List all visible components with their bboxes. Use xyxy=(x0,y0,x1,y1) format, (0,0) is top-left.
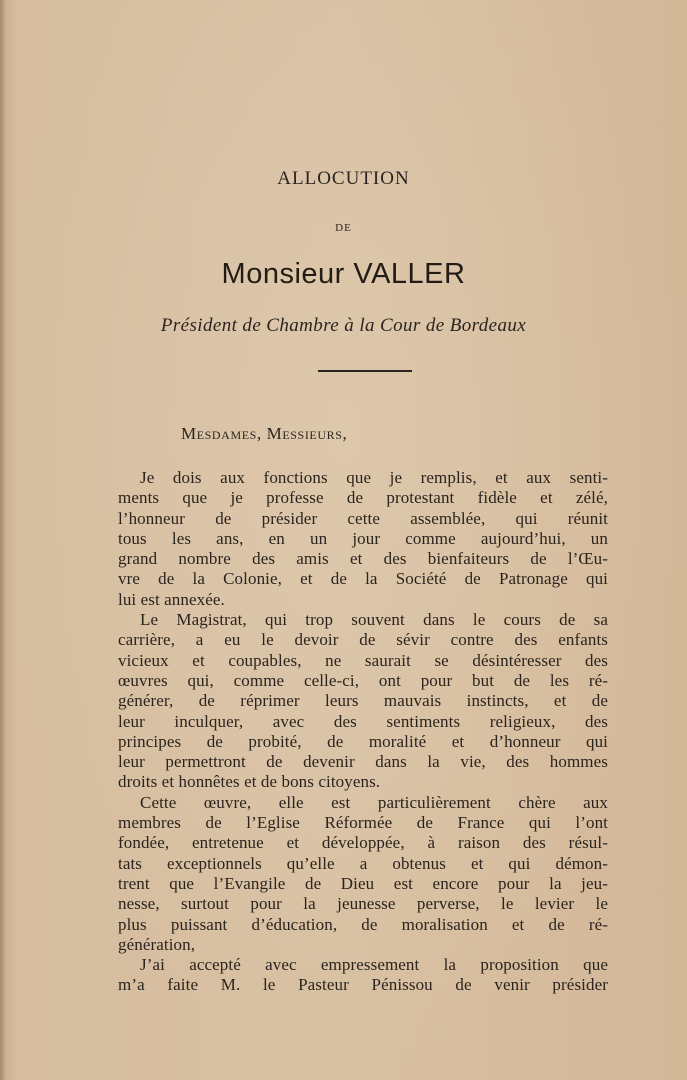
text-line: trent que l’Evangile de Dieu est encore pour la jeu- xyxy=(118,873,608,893)
text-line: leur inculquer, avec des sentiments religieux, des xyxy=(118,711,608,731)
salutation: Mesdames, Messieurs, xyxy=(181,424,348,443)
text-line: m’a faite M. le Pasteur Pénissou de venir présider xyxy=(118,975,608,995)
heading-allocution: ALLOCUTION xyxy=(277,168,410,189)
text-line: lui est annexée. xyxy=(118,589,225,609)
text-line: Cette œuvre, elle est particulièrement chère aux xyxy=(140,792,608,812)
text-line: vicieux et coupables, ne saurait se désintéresser des xyxy=(118,650,608,670)
text-line: principes de probité, de moralité et d’honneur qui xyxy=(118,731,608,751)
body-text xyxy=(118,468,608,996)
text-line: grand nombre des amis et des bienfaiteurs de l’Œu- xyxy=(118,549,608,569)
text-line: œuvres qui, comme celle-ci, ont pour but de les ré- xyxy=(118,670,608,690)
text-line: leur permettront de devenir dans la vie, des hommes xyxy=(118,752,608,772)
text-line: Le Magistrat, qui trop souvent dans le cours de sa xyxy=(140,610,608,630)
heading-subtitle: Président de Chambre à la Cour de Bordeaux xyxy=(160,315,527,336)
text-line: nesse, surtout pour la jeunesse perverse, le levier le xyxy=(118,894,608,914)
text-line: ments que je professe de protestant fidèle et zélé, xyxy=(118,488,608,508)
text-line: tats exceptionnels qu’elle a obtenus et qui démon- xyxy=(118,853,608,873)
text-line: membres de l’Eglise Réformée de France qui l’ont xyxy=(118,813,608,833)
heading-de: DE xyxy=(335,222,352,234)
page-spine-shadow xyxy=(0,0,6,1080)
text-line: Je dois aux fonctions que je remplis, et aux senti- xyxy=(140,468,608,487)
heading-name: Monsieur VALLER xyxy=(221,258,466,290)
text-line: J’ai accepté avec empressement la proposition que xyxy=(140,955,608,975)
text-line: génération, xyxy=(118,934,196,954)
divider-rule xyxy=(318,370,412,372)
text-line: carrière, a eu le devoir de sévir contre des enfants xyxy=(118,630,608,650)
text-line: plus puissant d’éducation, de moralisation et de ré- xyxy=(118,914,608,934)
text-line: tous les ans, en un jour comme aujourd’hui, un xyxy=(118,528,608,548)
text-line: droits et honnêtes et de bons citoyens. xyxy=(118,772,381,792)
text-line: vre de la Colonie, et de la Société de Patronage qui xyxy=(118,569,608,589)
text-line: l’honneur de présider cette assemblée, qui réunit xyxy=(118,508,608,528)
text-line: générer, de réprimer leurs mauvais instincts, et de xyxy=(118,691,608,711)
text-line: fondée, entretenue et développée, à raison des résul- xyxy=(118,833,608,853)
